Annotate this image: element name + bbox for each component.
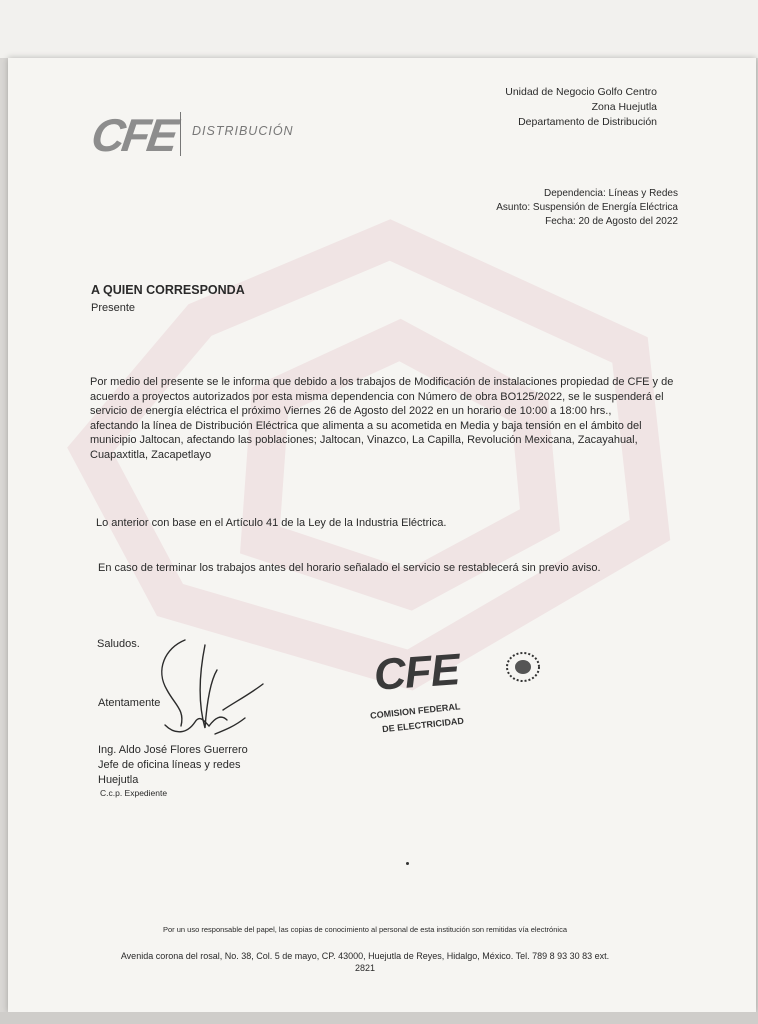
body-line: afectando la línea de Distribución Eléctrica que alimenta a su acometida en Media y baja tensión en el ámbito del <box>90 419 642 432</box>
closing-atentamente: Atentamente <box>98 697 161 709</box>
signatory-name: Ing. Aldo José Flores Guerrero <box>98 744 248 756</box>
stamp-line-2: DE ELECTRICIDAD <box>381 715 465 735</box>
photo-background-top <box>0 0 758 58</box>
logo-divider <box>180 112 181 156</box>
body-line: municipio Jaltocan, afectando las poblaciones; Jaltocan, Vinazco, La Capilla, Revolución Mexicana, Zacayahual, <box>90 434 638 446</box>
body-line: acuerdo a proyectos autorizados por esta misma dependencia con Número de obra BO125/2022, se le suspenderá el <box>90 390 664 403</box>
meta-asunto: Asunto: Suspensión de Energía Eléctrica <box>496 202 678 213</box>
signatory-location: Huejutla <box>98 774 139 786</box>
footer-ext: 2821 <box>354 963 376 973</box>
cfe-logo: CFE <box>88 109 179 161</box>
cfe-stamp <box>368 645 548 748</box>
header-zone: Zona Huejutla <box>591 101 657 113</box>
body-line: servicio de energía eléctrica el próximo Viernes 26 de Agosto del 2022 en un horario de 10:00 a 18:00 hrs., <box>90 405 612 417</box>
footer-note: Por un uso responsable del papel, las copias de conocimiento al personal de esta institución son remitidas vía electrónica <box>163 925 567 934</box>
meta-dependencia: Dependencia: Líneas y Redes <box>544 188 678 199</box>
body-paragraph-3: En caso de terminar los trabajos antes del horario señalado el servicio se restablecerá sin previo aviso. <box>98 562 601 574</box>
body-paragraph-2: Lo anterior con base en el Artículo 41 de la Ley de la Industria Eléctrica. <box>96 517 447 529</box>
meta-block <box>400 187 678 229</box>
ccp-line: C.c.p. Expediente <box>100 788 168 798</box>
header-block <box>420 85 657 130</box>
signatory-title: Jefe de oficina líneas y redes <box>98 759 241 771</box>
paper-dot <box>406 862 409 865</box>
signature-icon <box>145 630 275 750</box>
footer-address-block <box>45 950 685 974</box>
header-unit: Unidad de Negocio Golfo Centro <box>505 86 657 98</box>
body-paragraph-1 <box>90 375 676 462</box>
photo-background-bottom <box>0 1012 758 1024</box>
footer-address: Avenida corona del rosal, No. 38, Col. 5 de mayo, CP. 43000, Huejutla de Reyes, Hidalgo, México. Tel. 789 8 93 30 83 ext. <box>120 951 610 961</box>
signatory-block <box>98 743 248 788</box>
meta-fecha: Fecha: 20 de Agosto del 2022 <box>545 216 678 227</box>
logo-distribucion-text: DISTRIBUCIÓN <box>192 124 294 138</box>
body-line: Cuapaxtitla, Zacapetlayo <box>90 448 212 461</box>
header-department: Departamento de Distribución <box>518 116 657 128</box>
closing-saludos: Saludos. <box>97 638 140 650</box>
salutation-presente: Presente <box>91 302 136 314</box>
stamp-line-1: COMISION FEDERAL <box>369 701 461 721</box>
body-line: Por medio del presente se le informa que debido a los trabajos de Modificación de instalaciones propiedad de CFE y de <box>90 376 674 388</box>
salutation-to: A QUIEN CORRESPONDA <box>91 283 245 297</box>
mexico-seal-icon <box>504 650 542 684</box>
stamp-cfe-mark: CFE <box>372 645 461 700</box>
